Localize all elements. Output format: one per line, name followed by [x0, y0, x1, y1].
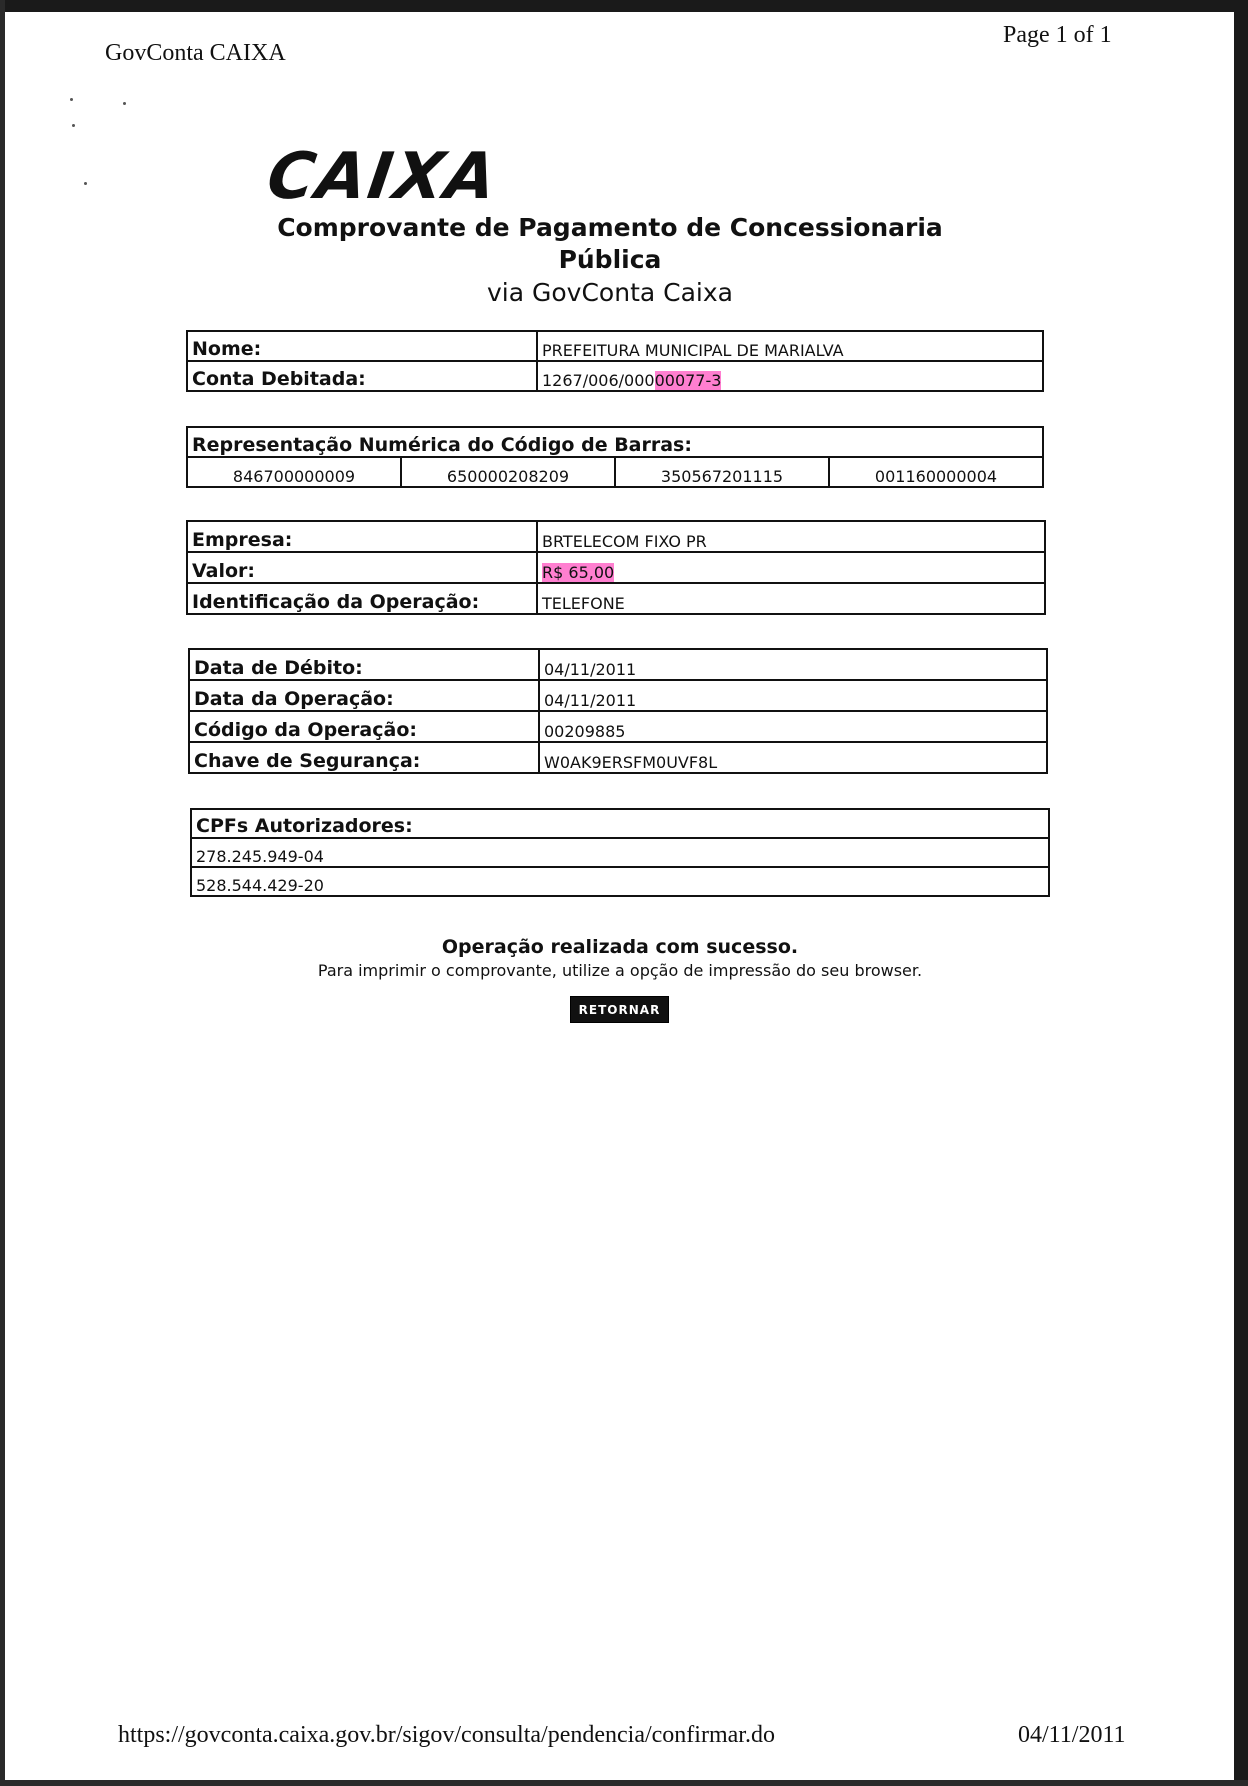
- operation-code-value: 00209885: [539, 711, 1047, 742]
- table-row: [189, 742, 1047, 773]
- barcode-field-3: 350567201115: [615, 457, 829, 487]
- table-row: [187, 583, 1045, 614]
- debited-account-highlight: 00077-3: [654, 371, 722, 390]
- success-message: Operação realizada com sucesso.: [441, 936, 799, 958]
- company-label: Empresa:: [187, 521, 537, 552]
- operation-id-value: TELEFONE: [537, 583, 1045, 614]
- debited-account-prefix: 1267/006/000: [542, 371, 655, 390]
- name-label: Nome:: [187, 331, 537, 361]
- table-row: [187, 331, 1043, 361]
- authorizing-cpfs-table: [190, 808, 1050, 897]
- operation-id-label: Identificação da Operação:: [187, 583, 537, 614]
- scan-edge-bottom: [0, 1780, 1248, 1786]
- table-row: [187, 457, 1043, 487]
- print-header-page-indicator: Page 1 of 1: [1003, 22, 1112, 48]
- barcode-field-1: 846700000009: [187, 457, 401, 487]
- receipt-title-line1: Comprovante de Pagamento de Concessionaria: [277, 213, 943, 242]
- table-row: [189, 711, 1047, 742]
- operation-date-label: Data da Operação:: [189, 680, 539, 711]
- barcode-label: Representação Numérica do Código de Barras:: [187, 427, 1043, 457]
- barcode-field-4: 001160000004: [829, 457, 1043, 487]
- caixa-logo: CAIXA: [262, 140, 503, 214]
- company-value: BRTELECOM FIXO PR: [537, 521, 1045, 552]
- debited-account-value: [537, 361, 1043, 391]
- operation-code-label: Código da Operação:: [189, 711, 539, 742]
- security-key-label: Chave de Segurança:: [189, 742, 539, 773]
- amount-highlight: R$ 65,00: [542, 563, 615, 582]
- table-row: [187, 521, 1045, 552]
- barcode-field-2: 650000208209: [401, 457, 615, 487]
- account-table: [186, 330, 1044, 392]
- debited-account-label: Conta Debitada:: [187, 361, 537, 391]
- table-row: [187, 427, 1043, 457]
- amount-value: [537, 552, 1045, 583]
- print-hint: Para imprimir o comprovante, utilize a opção de impressão do seu browser.: [317, 961, 923, 980]
- scan-speck: [70, 98, 73, 101]
- operation-date-value: 04/11/2011: [539, 680, 1047, 711]
- table-row: [191, 867, 1049, 896]
- receipt-subtitle: via GovConta Caixa: [487, 278, 733, 307]
- print-footer-url: https://govconta.caixa.gov.br/sigov/consulta/pendencia/confirmar.do: [118, 1722, 775, 1748]
- debit-date-value: 04/11/2011: [539, 649, 1047, 680]
- operation-details-table: [188, 648, 1048, 774]
- security-key-value: W0AK9ERSFM0UVF8L: [539, 742, 1047, 773]
- scan-speck: [72, 124, 75, 127]
- scan-speck: [123, 102, 126, 105]
- scan-edge-left: [0, 0, 5, 1786]
- scan-edge-top: [0, 0, 1248, 12]
- return-button[interactable]: RETORNAR: [570, 996, 669, 1023]
- table-row: [189, 649, 1047, 680]
- table-row: [189, 680, 1047, 711]
- barcode-table: [186, 426, 1044, 488]
- print-footer-date: 04/11/2011: [1018, 1722, 1126, 1748]
- name-value: PREFEITURA MUNICIPAL DE MARIALVA: [537, 331, 1043, 361]
- scan-speck: [84, 182, 87, 185]
- cpfs-label: CPFs Autorizadores:: [191, 809, 1049, 838]
- table-row: [191, 809, 1049, 838]
- table-row: [187, 361, 1043, 391]
- cpf-item-1: 278.245.949-04: [191, 838, 1049, 867]
- cpf-item-2: 528.544.429-20: [191, 867, 1049, 896]
- payment-table: [186, 520, 1046, 615]
- print-header-site-title: GovConta CAIXA: [105, 40, 286, 66]
- scan-edge-right: [1234, 0, 1248, 1786]
- debit-date-label: Data de Débito:: [189, 649, 539, 680]
- receipt-title-line2: Pública: [558, 245, 662, 274]
- receipt-heading: [270, 212, 950, 310]
- result-block: [260, 934, 980, 982]
- table-row: [187, 552, 1045, 583]
- table-row: [191, 838, 1049, 867]
- amount-label: Valor:: [187, 552, 537, 583]
